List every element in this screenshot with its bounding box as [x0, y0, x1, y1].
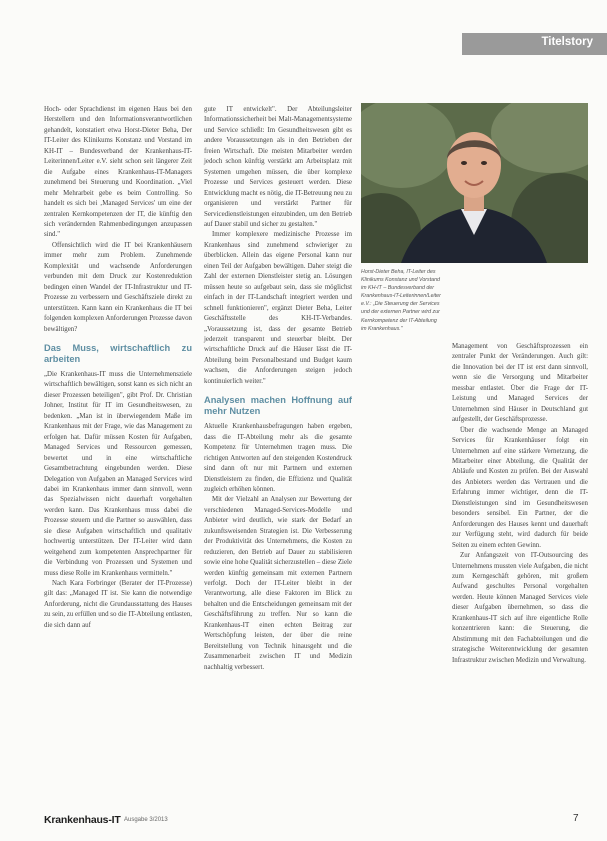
subheading: Das Muss, wirtschaftlich zu arbeiten [44, 342, 192, 364]
subheading: Analysen machen Hoffnung auf mehr Nutzen [204, 395, 352, 417]
text-column-middle [204, 105, 352, 673]
paragraph: Hoch- oder Sprachdienst im eigenen Haus bei den Herstellern und den Informationsverantwortlichen gehandelt, konstatiert etwa Horst-Dieter Beha, Der IT-Leiter des Klinikums Konstanz und Vorstand im KH-IT – Bundesverband der Krankenhaus-IT-Leiterinnen/Leiter e.V. sieht schon seit längerer Zeit die Aufgabe eines Krankenhaus-IT-Managers zunehmend bei Steuerung und Koordination. „Viel mehr Mehrarbeit gebe es beim Controlling. So handelt es sich bei ‚Managed Services' um eine der zentralen Kernkompetenzen der IT, die künftig den sich verändernden Rahmenbedingungen anzupassen sind." [44, 106, 192, 239]
issue-label: Ausgabe 3/2013 [124, 817, 168, 823]
paragraph: Immer komplexere medizinische Prozesse im Krankenhaus sind zunehmend schwieriger zu überblicken. Allein das eigene Personal kann nur einen Teil der Aufgaben bewältigen. Daher steigt die Zahl der externen Dienstleister stetig an. Lösungen müssen heute so aufgebaut sein, dass sie möglichst einfach in der IT-Landschaft integriert werden und schnell funktionieren", ergänzt Dieter Beha, Leiter Geschäftsstelle des KH-IT-Verbandes. „Voraussetzung ist, dass der gesamte Betrieb jederzeit transparent und steuerbar bleibt. Der wirtschaftliche Druck auf die Häuser lässt die IT-Abteilung beim Personalbestand und Budget kaum wachsen, die Anforderungen steigen jedoch kontinuierlich weiter." [204, 231, 352, 385]
paragraph: Offensichtlich wird die IT bei Krankenhäusern immer mehr zum Problem. Zunehmende Komplexität und wachsende Anforderungen verbunden mit dem Druck zur Kostenreduktion bedingen einen Wandel der IT-Infrastruktur und IT-Prozesse zu verbessern und Geschäftsziele direkt zu unterstützen. Kann kann ein Krankenhaus die IT bei folgenden komplexen Anforderungen Prozesse davon bewältigen? [44, 241, 192, 333]
paragraph: Zur Anfangszeit von IT-Outsourcing des Unternehmens mussten viele Aufgaben, die nicht zum Kerngeschäft gehören, mit großem Aufwand geschultes Personal vorgehalten werden. Heute können Managed Services viele dieser Aufgaben übernehmen, so dass die Krankenhaus-IT sich auf ihre eigentliche Rolle konzentrieren kann: die Steuerung, die Abstimmung mit den Fachabteilungen und die strategische Weiterentwicklung der gesamten Infrastruktur zwischen Medizin und Verwaltung. [452, 552, 588, 664]
magazine-logo: Krankenhaus-IT [44, 814, 121, 826]
portrait-illustration [361, 103, 588, 263]
section-banner [462, 33, 607, 55]
portrait-photo [361, 103, 588, 263]
page-number: 7 [573, 813, 579, 824]
paragraph: Über die wachsende Menge an Managed Services für Krankenhäuser folgt ein Unternehmen auf eine stärkere Vernetzung, die Mitarbeiter einer Abteilung, die Qualität der Abläufe und Kosten zu prüfen. Bei der Auswahl des Anbieters werden das Vertrauen und die Erfahrung immer wichtiger, denn die IT-Dienstleistungen sind im Gesundheitswesen besonders sensibel. Ein Partner, der die Anforderungen des Hauses kennt und dauerhaft zur Verfügung steht, wird dadurch für beide Seiten zu einem echten Gewinn. [452, 426, 588, 549]
text-column-right [452, 342, 588, 666]
paragraph: gute IT entwickelt". Der Abteilungsleiter Informationssicherheit bei Malt-Managementsysteme und Service schließt: Im Gesundheitswesen gibt es andere Voraussetzungen als in den Betrieben der freien Wirtschaft. Die meisten Mitarbeiter werden jedoch schon künftig verstärkt am Arbeitsplatz mit Systemen umgehen müssen, die über komplexe Prozesse und Services gesteuert werden. Diese Entwicklung macht es nötig, die IT-Betreuung neu zu organisieren und verstärkt Partner für Servicedienstleistungen einzubinden, um den Betrieb auf Dauer stabil und sicher zu gestalten." [204, 106, 352, 228]
paragraph: Aktuelle Krankenhausbefragungen haben ergeben, dass die IT-Abteilung mehr als die gesamte Kompetenz für Unternehmen tragen muss. Die richtigen Antworten auf den steigenden Kostendruck sind dann oft nur mit Partnern und externen Dienstleistern zu finden, die Effizienz und Qualität zugleich erhöhen können. [204, 423, 352, 493]
paragraph: „Die Krankenhaus-IT muss die Unternehmensziele wirtschaftlich bewältigen, sonst kann es sich nicht an dieser Prozessen beteiligen", gibt Prof. Dr. Christian Johner, Institut für IT im Gesundheitswesen, zu bedenken. „Man ist in überwiegendem Maße im Krankenhaus mit der Frage, wie das Management zu erfolgen hat. Dafür müssen Kosten für Aufgaben, Managed Services und Ressourcen gemessen, bewertet und in eine wirtschaftliche Gesamtbetrachtung eingebunden werden. Diese Delegation von Aufgaben an Managed Services wird dabei im Krankenhaus immer dann sinnvoll, wenn das Spezialwissen nicht dauerhaft vorgehalten werden kann. Das Krankenhaus muss dabei die Prozesse steuern und die Partner so auswählen, dass sie diese Aufgaben wirtschaftlich und qualitativ hochwertig unterstützen. Der IT-Leiter wird dann weitgehend zum kompetenten Ansprechpartner für die Verbindung von Prozessen und Systemen und muss diese Rolle im Krankenhaus vermitteln." [44, 370, 192, 577]
text-column-left [44, 105, 192, 631]
paragraph: Mit der Vielzahl an Analysen zur Bewertung der verschiedenen Managed-Services-Modelle und Anbieter wird deutlich, wie stark der Bedarf an zukunftsweisenden Strategien ist. Die Verbesserung der Produktivität des Unternehmens, die Kosten zu reduzieren, den Betrieb auf Dauer zu stabilisieren sowie eine hohe Qualität sicherzustellen – diese Ziele werden künftig gemeinsam mit externen Partnern verfolgt. Doch der IT-Leiter bleibt in der Verantwortung, alle diese Faktoren im Blick zu behalten und die Entscheidungen gemeinsam mit der Geschäftsführung zu treffen. Nur so kann die Krankenhaus-IT einen echten Beitrag zur Wertschöpfung leisten, der über die reine Bereitstellung von Technik hinausgeht und die Zusammenarbeit zwischen IT und Medizin nachhaltig verbessert. [204, 496, 352, 671]
photo-caption: Horst-Dieter Beha, IT-Leiter des Klinikums Konstanz und Vorstand im KH-IT – Bundesverband der Krankenhaus-IT-Leiterinnen/Leiter e.V.: „Die Steuerung der Services und der externen Partner wird zur Kernkompetenz der IT-Abteilung im Krankenhaus." [361, 269, 441, 332]
section-title: Titelstory [541, 36, 593, 48]
paragraph: Management von Geschäftsprozessen ein zentraler Punkt der Veränderungen. Auch gilt: die Innovation bei der IT ist erst dann sinnvoll, wenn sie die Versorgung und Mitarbeiter messbar entlastet. Über die Frage der IT-Leistung und Managed Services der Unternehmen sind Häuser in Deutschland gut aufgestellt, der Geschäftsprozesse. [452, 343, 588, 424]
paragraph: Nach Kara Forbringer (Berater der IT-Prozesse) gilt das: „Managed IT ist. Sie kann die notwendige Anforderung, nicht die Grundausstattung des Hauses zu sein, zu erfüllen und so die IT-Abteilung entlasten, die sich dann auf [44, 580, 192, 629]
